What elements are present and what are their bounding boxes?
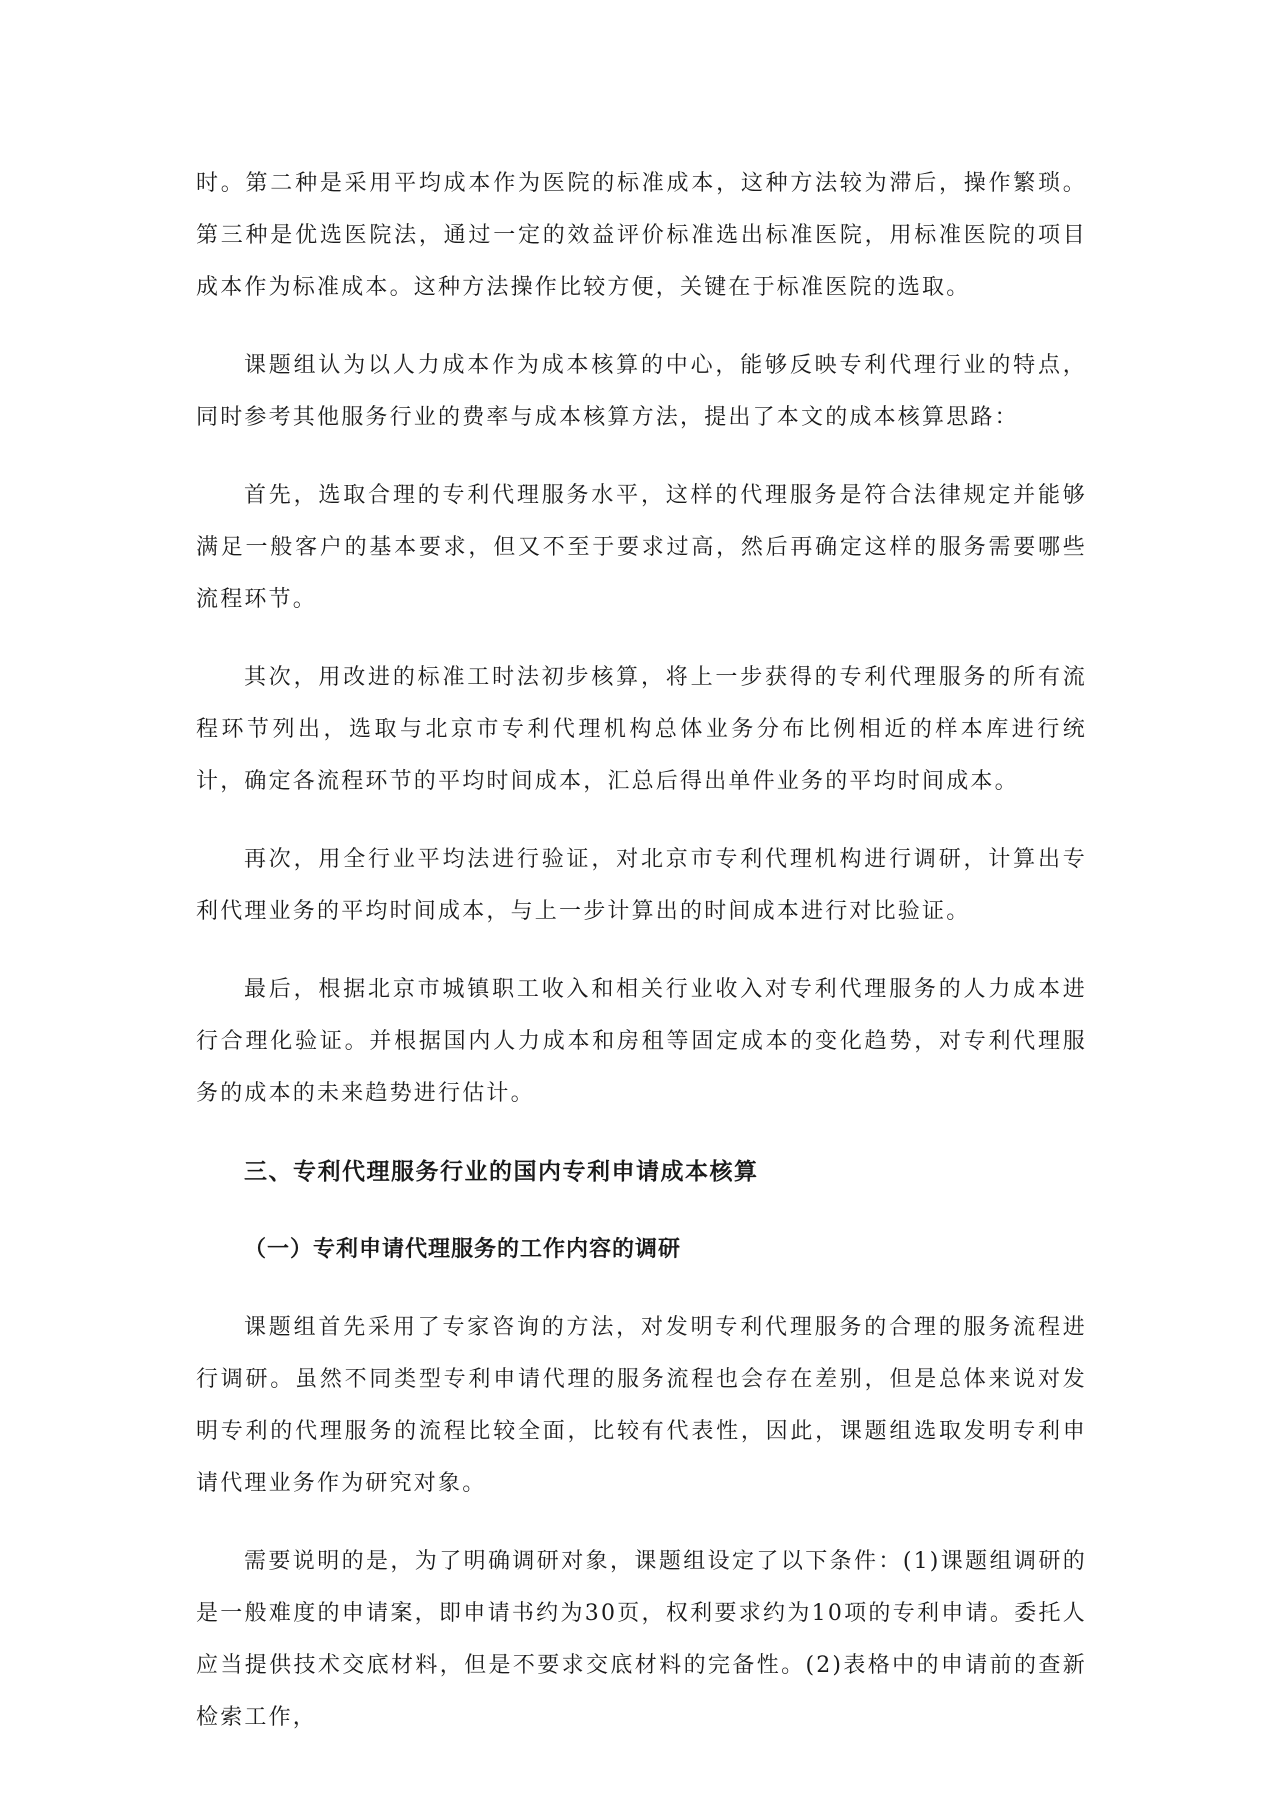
paragraph-third-step: 再次，用全行业平均法进行验证，对北京市专利代理机构进行调研，计算出专利代理业务的平均时间成本，与上一步计算出的时间成本进行对比验证。 [196, 847, 1087, 924]
paragraph-continuation: 时。第二种是采用平均成本作为医院的标准成本，这种方法较为滞后，操作繁琐。第三种是优选医院法，通过一定的效益评价标准选出标准医院，用标准医院的项目成本作为标准成本。这种方法操作比较方便，关键在于标准医院的选取。 [196, 171, 1087, 300]
paragraph-conditions: 需要说明的是，为了明确调研对象，课题组设定了以下条件：(1)课题组调研的是一般难度的申请案，即申请书约为30页，权利要求约为10项的专利申请。委托人应当提供技术交底材料，但是不要求交底材料的完备性。(2)表格中的申请前的查新检索工作， [196, 1549, 1087, 1730]
paragraph-approach: 课题组认为以人力成本作为成本核算的中心，能够反映专利代理行业的特点，同时参考其他服务行业的费率与成本核算方法，提出了本文的成本核算思路： [196, 353, 1087, 430]
paragraph-final-step: 最后，根据北京市城镇职工收入和相关行业收入对专利代理服务的人力成本进行合理化验证。并根据国内人力成本和房租等固定成本的变化趋势，对专利代理服务的成本的未来趋势进行估计。 [196, 977, 1087, 1106]
section-heading: 三、专利代理服务行业的国内专利申请成本核算 [244, 1159, 759, 1185]
paragraph-first-step: 首先，选取合理的专利代理服务水平，这样的代理服务是符合法律规定并能够满足一般客户的基本要求，但又不至于要求过高，然后再确定这样的服务需要哪些流程环节。 [196, 483, 1087, 612]
paragraph-research-method: 课题组首先采用了专家咨询的方法，对发明专利代理服务的合理的服务流程进行调研。虽然不同类型专利申请代理的服务流程也会存在差别，但是总体来说对发明专利的代理服务的流程比较全面，比较有代表性，因此，课题组选取发明专利申请代理业务作为研究对象。 [196, 1315, 1087, 1496]
subsection-heading: （一）专利申请代理服务的工作内容的调研 [244, 1237, 682, 1262]
paragraph-second-step: 其次，用改进的标准工时法初步核算，将上一步获得的专利代理服务的所有流程环节列出，选取与北京市专利代理机构总体业务分布比例相近的样本库进行统计，确定各流程环节的平均时间成本，汇总后得出单件业务的平均时间成本。 [196, 665, 1087, 794]
